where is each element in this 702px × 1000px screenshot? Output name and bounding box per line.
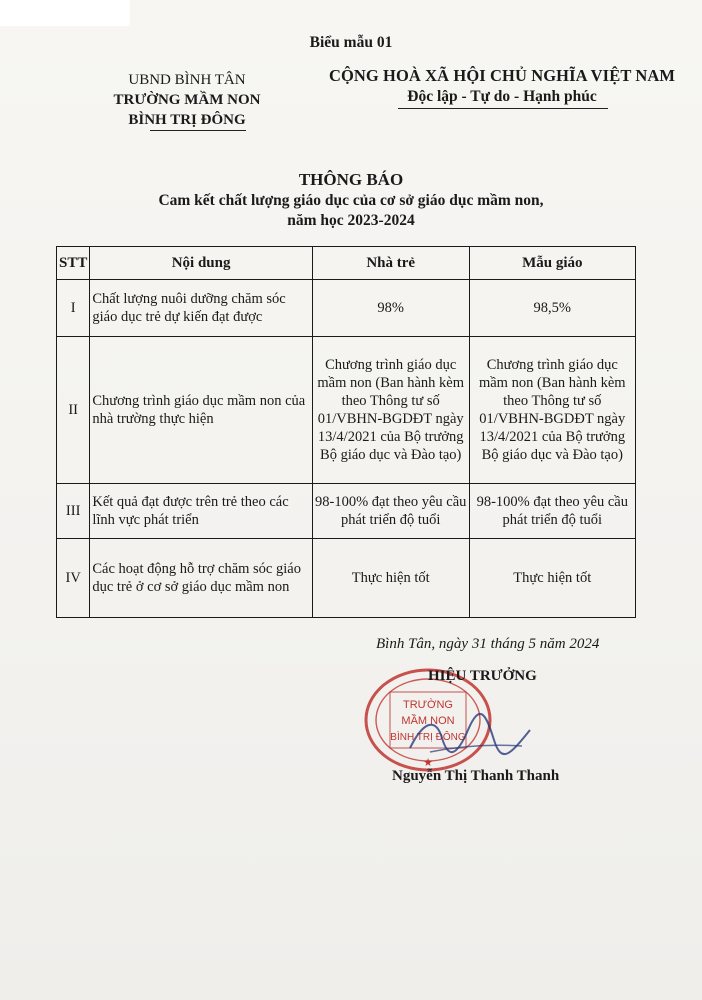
row-nursery: Thực hiện tốt xyxy=(312,539,469,618)
row-kindergarten: 98,5% xyxy=(469,280,635,337)
row-kindergarten: Thực hiện tốt xyxy=(469,539,635,618)
stamp-line-1: TRƯỜNG xyxy=(403,699,453,711)
row-content: Chương trình giáo dục mầm non của nhà trường thực hiện xyxy=(90,337,313,484)
table-row xyxy=(57,337,636,484)
star-icon: ★ xyxy=(423,757,433,769)
row-stt: III xyxy=(57,484,90,539)
header-stt: STT xyxy=(57,247,90,280)
place-date: Bình Tân, ngày 31 tháng 5 năm 2024 xyxy=(376,636,600,652)
header-content: Nội dung xyxy=(90,247,313,280)
org-line-3: BÌNH TRỊ ĐÔNG xyxy=(128,112,246,128)
row-stt: I xyxy=(57,280,90,337)
notice-title: THÔNG BÁO xyxy=(298,170,404,189)
row-nursery: 98% xyxy=(312,280,469,337)
row-content: Chất lượng nuôi dưỡng chăm sóc giáo dục trẻ dự kiến đạt được xyxy=(90,280,313,337)
header-kindergarten: Mẫu giáo xyxy=(469,247,635,280)
row-kindergarten: 98-100% đạt theo yêu cầu phát triển độ tuổi xyxy=(469,484,635,539)
row-content: Các hoạt động hỗ trợ chăm sóc giáo dục trẻ ở cơ sở giáo dục mầm non xyxy=(90,539,313,618)
handwritten-signature xyxy=(390,700,540,770)
row-stt: II xyxy=(57,337,90,484)
notice-subtitle-1: Cam kết chất lượng giáo dục của cơ sở giáo dục mầm non, xyxy=(158,192,544,209)
corner-tab xyxy=(0,0,130,26)
table-row xyxy=(57,539,636,618)
commitment-table xyxy=(56,246,636,618)
header-nursery: Nhà trẻ xyxy=(312,247,469,280)
org-line-1: UBND BÌNH TÂN xyxy=(128,72,246,88)
form-number: Biểu mẫu 01 xyxy=(309,34,393,51)
principal-name: Nguyễn Thị Thanh Thanh xyxy=(392,768,560,784)
table-header-row xyxy=(57,247,636,280)
principal-title: HIỆU TRƯỞNG xyxy=(428,668,537,684)
motto-underline xyxy=(398,108,608,109)
nation-title: CỘNG HOÀ XÃ HỘI CHỦ NGHĨA VIỆT NAM xyxy=(328,66,676,85)
notice-subtitle-2: năm học 2023-2024 xyxy=(287,212,415,229)
org-underline xyxy=(150,130,246,131)
row-nursery: Chương trình giáo dục mầm non (Ban hành kèm theo Thông tư số 01/VBHN-BGDĐT ngày 13/4/2021 của Bộ trưởng Bộ giáo dục và Đào tạo) xyxy=(312,337,469,484)
table-row xyxy=(57,280,636,337)
org-line-2: TRƯỜNG MẦM NON xyxy=(113,92,261,108)
row-kindergarten: Chương trình giáo dục mầm non (Ban hành kèm theo Thông tư số 01/VBHN-BGDĐT ngày 13/4/2021 của Bộ trưởng Bộ giáo dục và Đào tạo) xyxy=(469,337,635,484)
row-stt: IV xyxy=(57,539,90,618)
row-content: Kết quả đạt được trên trẻ theo các lĩnh vực phát triển xyxy=(90,484,313,539)
row-nursery: 98-100% đạt theo yêu cầu phát triển độ tuổi xyxy=(312,484,469,539)
motto: Độc lập - Tự do - Hạnh phúc xyxy=(407,88,597,105)
stamp-line-2: MẦM NON xyxy=(401,715,455,727)
table-row xyxy=(57,484,636,539)
stamp-line-3: BÌNH TRỊ ĐÔNG xyxy=(390,732,466,743)
